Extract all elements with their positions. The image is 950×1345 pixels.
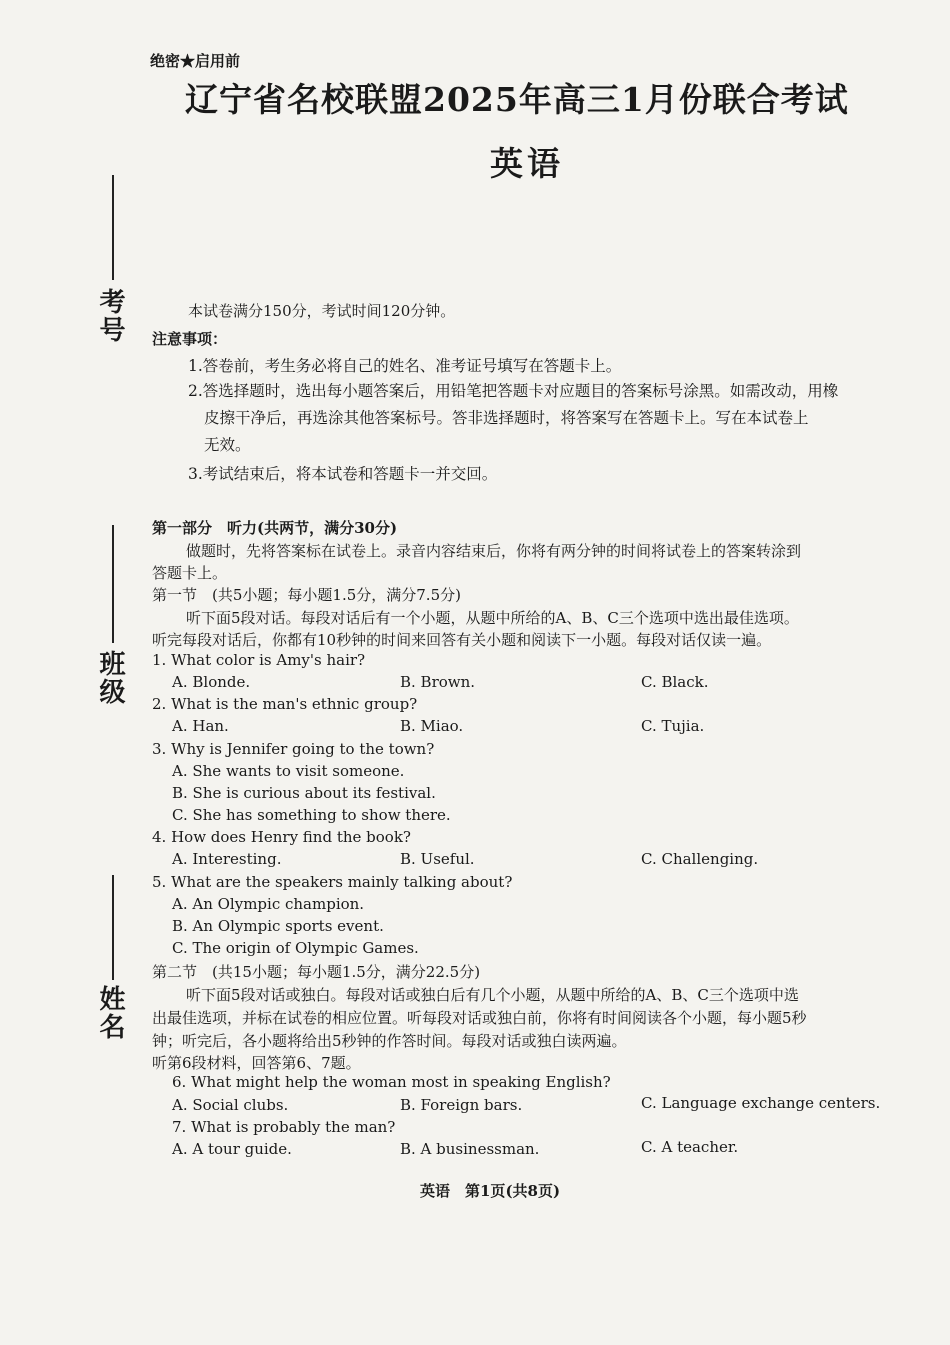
note-2-line-3: 无效。 xyxy=(204,436,251,454)
question-5-option-c: C. The origin of Olympic Games. xyxy=(172,939,419,957)
question-7-option-b: B. A businessman. xyxy=(400,1140,540,1158)
exam-title: 辽宁省名校联盟2025年高三1月份联合考试 xyxy=(185,80,849,119)
question-3-stem: 3. Why is Jennifer going to the town? xyxy=(152,740,435,758)
secret-mark: 绝密★启用前 xyxy=(150,52,241,70)
question-7-option-a: A. A tour guide. xyxy=(172,1140,292,1158)
name-line xyxy=(112,875,114,980)
section1-heading: 第一节 (共5小题；每小题1.5分，满分7.5分) xyxy=(152,586,461,604)
question-3-option-a: A. She wants to visit someone. xyxy=(172,762,405,780)
score-time: 本试卷满分150分，考试时间120分钟。 xyxy=(188,302,456,320)
exam-number-label: 考号 xyxy=(95,288,125,344)
question-3-option-b: B. She is curious about its festival. xyxy=(172,784,436,802)
class-label: 班级 xyxy=(95,650,125,706)
section2-instruction-line-3: 钟；听完后，各小题将给出5秒钟的作答时间。每段对话或独白读两遍。 xyxy=(152,1032,627,1050)
note-2-line-1: 2.答选择题时，选出每小题答案后，用铅笔把答题卡对应题目的答案标号涂黑。如需改动，用橡 xyxy=(188,382,839,400)
part1-instruction-line-2: 答题卡上。 xyxy=(152,564,228,582)
question-6-stem: 6. What might help the woman most in speaking English? xyxy=(172,1073,611,1091)
note-2-line-2: 皮擦干净后，再选涂其他答案标号。答非选择题时，将答案写在答题卡上。写在本试卷上 xyxy=(204,409,809,427)
question-7-stem: 7. What is probably the man? xyxy=(172,1118,396,1136)
exam-number-line xyxy=(112,175,114,280)
question-6-option-b: B. Foreign bars. xyxy=(400,1096,523,1114)
question-4-stem: 4. How does Henry find the book? xyxy=(152,828,411,846)
notes-title: 注意事项： xyxy=(152,330,228,348)
question-5-stem: 5. What are the speakers mainly talking about? xyxy=(152,873,513,891)
question-5-option-b: B. An Olympic sports event. xyxy=(172,917,384,935)
section2-heading: 第二节 (共15小题；每小题1.5分，满分22.5分) xyxy=(152,963,481,981)
question-2-option-a: A. Han. xyxy=(172,717,229,735)
section2-instruction-line-2: 出最佳选项，并标在试卷的相应位置。听每段对话或独白前，你将有时间阅读各个小题，每小题5秒 xyxy=(152,1009,807,1027)
question-2-option-c: C. Tujia. xyxy=(641,717,705,735)
material-6-heading: 听第6段材料，回答第6、7题。 xyxy=(152,1054,361,1072)
note-3: 3.考试结束后，将本试卷和答题卡一并交回。 xyxy=(188,465,498,483)
question-2-option-b: B. Miao. xyxy=(400,717,464,735)
question-6-option-a: A. Social clubs. xyxy=(172,1096,289,1114)
question-1-option-b: B. Brown. xyxy=(400,673,476,691)
question-5-option-a: A. An Olympic champion. xyxy=(172,895,365,913)
section1-instruction-line-2: 听完每段对话后，你都有10秒钟的时间来回答有关小题和阅读下一小题。每段对话仅读一遍。 xyxy=(152,631,772,649)
note-1: 1.答卷前，考生务必将自己的姓名、准考证号填写在答题卡上。 xyxy=(188,357,622,375)
question-4-option-a: A. Interesting. xyxy=(172,850,282,868)
section2-instruction-line-1: 听下面5段对话或独白。每段对话或独白后有几个小题，从题中所给的A、B、C三个选项中选 xyxy=(186,986,799,1004)
question-7-option-c: C. A teacher. xyxy=(641,1138,739,1156)
part1-instruction-line-1: 做题时，先将答案标在试卷上。录音内容结束后，你将有两分钟的时间将试卷上的答案转涂到 xyxy=(186,542,802,560)
question-1-option-c: C. Black. xyxy=(641,673,709,691)
question-6-option-c: C. Language exchange centers. xyxy=(641,1094,881,1112)
class-line xyxy=(112,525,114,643)
section1-instruction-line-1: 听下面5段对话。每段对话后有一个小题，从题中所给的A、B、C三个选项中选出最佳选项。 xyxy=(186,609,799,627)
question-1-stem: 1. What color is Amy's hair? xyxy=(152,651,366,669)
page-footer: 英语 第1页(共8页) xyxy=(420,1182,561,1200)
question-1-option-a: A. Blonde. xyxy=(172,673,251,691)
subject-title: 英语 xyxy=(490,144,564,183)
question-4-option-b: B. Useful. xyxy=(400,850,475,868)
question-3-option-c: C. She has something to show there. xyxy=(172,806,451,824)
question-2-stem: 2. What is the man's ethnic group? xyxy=(152,695,418,713)
name-label: 姓名 xyxy=(95,985,125,1041)
question-4-option-c: C. Challenging. xyxy=(641,850,759,868)
part1-heading: 第一部分 听力(共两节，满分30分) xyxy=(152,519,398,537)
